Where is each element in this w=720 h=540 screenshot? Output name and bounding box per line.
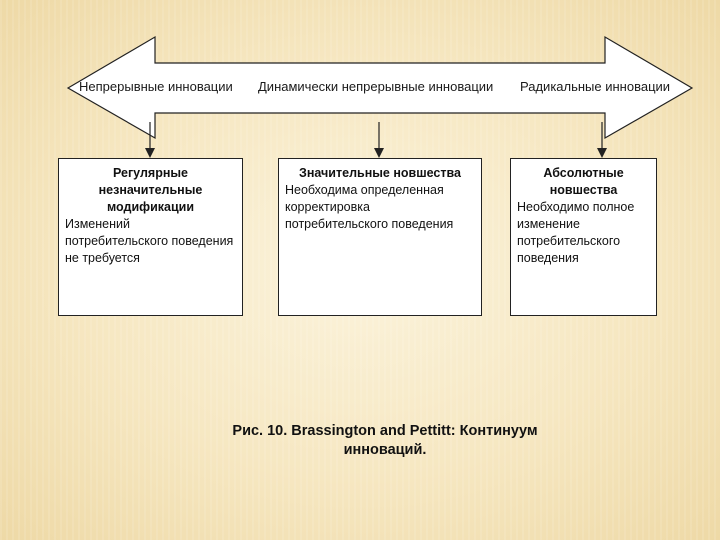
box-title: Значительные новшества bbox=[299, 166, 461, 180]
box-absolute-innovations bbox=[510, 158, 657, 316]
figure-caption: Рис. 10. Brassington and Pettitt: Континуум инноваций. bbox=[232, 423, 538, 458]
box-body: Необходима определенная корректировка потребительского поведения bbox=[285, 183, 454, 231]
box-body: Необходимо полное изменение потребительского поведения bbox=[517, 200, 635, 265]
box-significant-innovations bbox=[278, 158, 482, 316]
box-body: Изменений потребительского поведения не требуется bbox=[65, 217, 234, 265]
box-title: Регулярные незначительные модификации bbox=[98, 166, 203, 214]
arrow-label-radical: Радикальные инновации bbox=[520, 79, 671, 94]
box-regular-modifications bbox=[58, 158, 243, 316]
connector-left-head bbox=[145, 148, 155, 158]
connector-right-head bbox=[597, 148, 607, 158]
connector-center-head bbox=[374, 148, 384, 158]
arrow-label-dynamic: Динамически непрерывные инновации bbox=[258, 79, 494, 94]
arrow-label-continuous: Непрерывные инновации bbox=[79, 79, 233, 94]
box-title: Абсолютные новшества bbox=[543, 166, 624, 197]
